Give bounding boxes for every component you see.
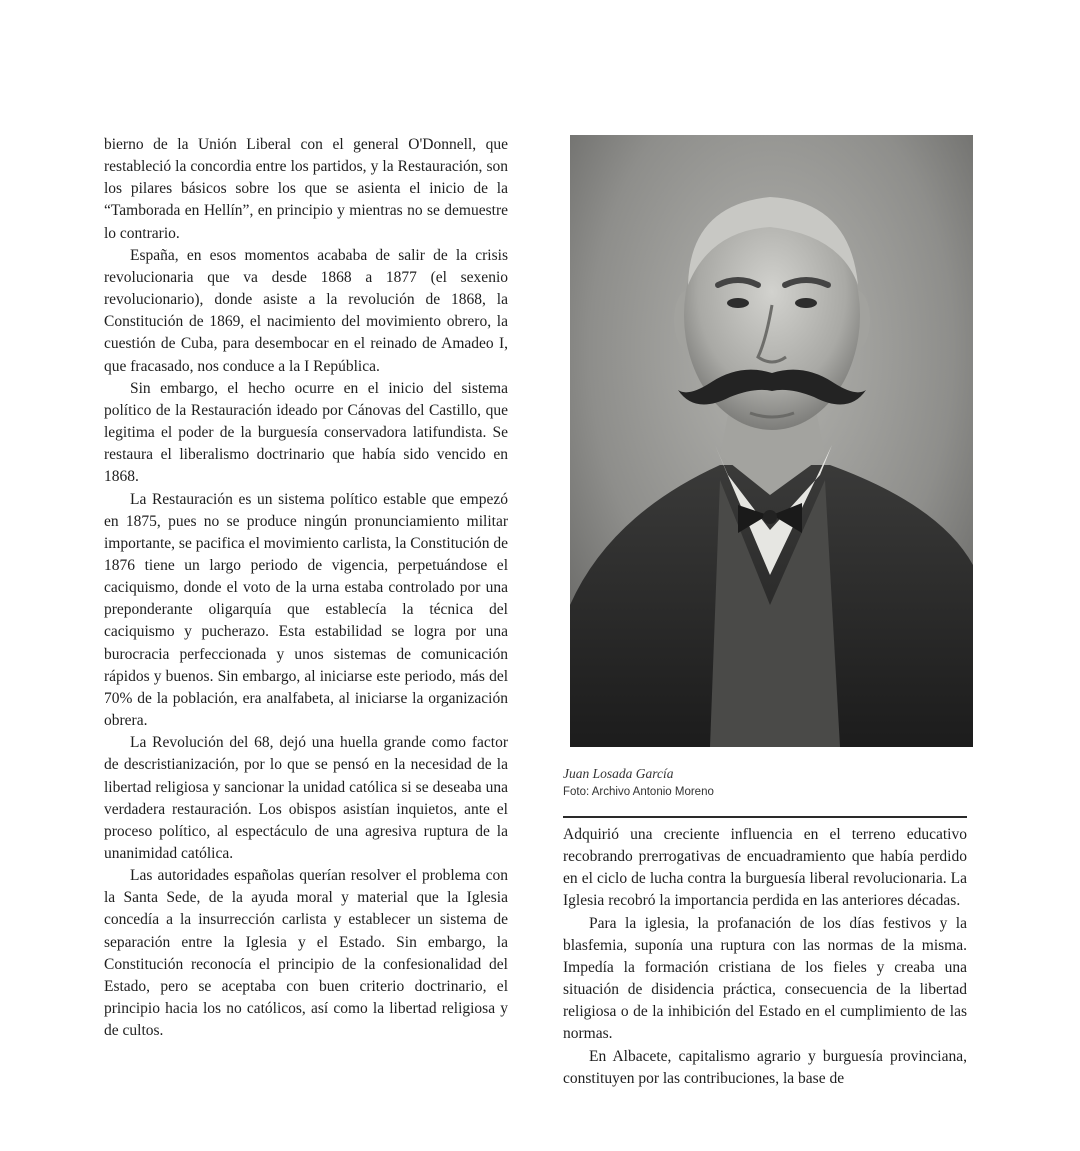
left-paragraph-4: La Restauración es un sistema político estable que empezó en 1875, pues no se produce ningún pronunciamiento militar importante, se pacifica el movimiento carlista, la Constitución de 1876 tiene un largo periodo de vigencia, perpetuándose el caciquismo, donde el voto de la urna estaba controlado por una preponderante oligarquía que establecía la técnica del caciquismo y pucherazo. Esta estabilidad se logra por una burocracia perfeccionada y unos sistemas de comunicación rápidos y buenos. Sin embargo, al iniciarse este periodo, más del 70% de la población, era analfabeta, al iniciarse la organización obrera. bbox=[104, 490, 508, 730]
right-paragraph-3: En Albacete, capitalismo agrario y burguesía provinciana, constituyen por las contribuciones, la base de bbox=[563, 1047, 967, 1087]
left-paragraph-5: La Revolución del 68, dejó una huella grande como factor de descristianización, por lo que se pensó en la necesidad de la libertad religiosa y sancionar la unidad católica si se deseaba una verdadera restauración. Los obispos asistían inquietos, ante el proceso político, al espectáculo de una agresiva ruptura de la unanimidad católica. bbox=[104, 734, 508, 862]
photo-caption-credit: Foto: Archivo Antonio Moreno bbox=[563, 786, 714, 798]
left-paragraph-2: España, en esos momentos acababa de salir de la crisis revolucionaria que va desde 1868 a 1877 (el sexenio revolucionario), donde asiste a la revolución de 1868, la Constitución de 1869, el nacimiento del movimiento obrero, la cuestión de Cuba, para desembocar en el reinado de Amadeo I, que fracasado, nos conduce a la I República. bbox=[104, 246, 508, 375]
right-paragraph-2: Para la iglesia, la profanación de los días festivos y la blasfemia, suponía una ruptura con las normas de la misma. Impedía la formación cristiana de los fieles y creaba una situación de disidencia práctica, consecuencia de la libertad religiosa o de la inhibición del Estado en el cumplimiento de las normas. bbox=[563, 914, 967, 1043]
left-text-column bbox=[104, 134, 508, 1042]
left-paragraph-6: Las autoridades españolas querían resolver el problema con la Santa Sede, de la ayuda moral y material que la Iglesia concedía a la insurrección carlista y establecer un sistema de separación entre la Iglesia y el Estado. Sin embargo, la Constitución reconocía el principio de la confesionalidad del Estado, pero se aceptaba con buen criterio doctrinario, el principio hacia los no católicos, así como la libertad religiosa y de cultos. bbox=[104, 867, 508, 1040]
right-paragraph-1: Adquirió una creciente influencia en el terreno educativo recobrando prerrogativas de encuadramiento que había perdido en el ciclo de lucha contra la burguesía liberal revolucionaria. La Iglesia recobró la importancia perdida en las anteriores décadas. bbox=[563, 826, 967, 910]
left-paragraph-3: Sin embargo, el hecho ocurre en el inicio del sistema político de la Restauración ideado por Cánovas del Castillo, que legitima el poder de la burguesía conservadora latifundista. Se restaura el liberalismo doctrinario que había sido vencido en 1868. bbox=[104, 379, 508, 486]
photo-caption-name: Juan Losada García bbox=[563, 766, 674, 781]
left-paragraph-1: bierno de la Unión Liberal con el general O'Donnell, que restableció la concordia entre los partidos, y la Restauración, son los pilares básicos sobre los que se asienta el inicio de la “Tamborada en Hellín”, en principio y mientras no se demuestre lo contrario. bbox=[104, 136, 508, 242]
right-text-column bbox=[563, 824, 967, 1090]
portrait-illustration bbox=[570, 135, 973, 747]
caption-divider bbox=[563, 816, 967, 818]
portrait-photo bbox=[570, 135, 973, 747]
